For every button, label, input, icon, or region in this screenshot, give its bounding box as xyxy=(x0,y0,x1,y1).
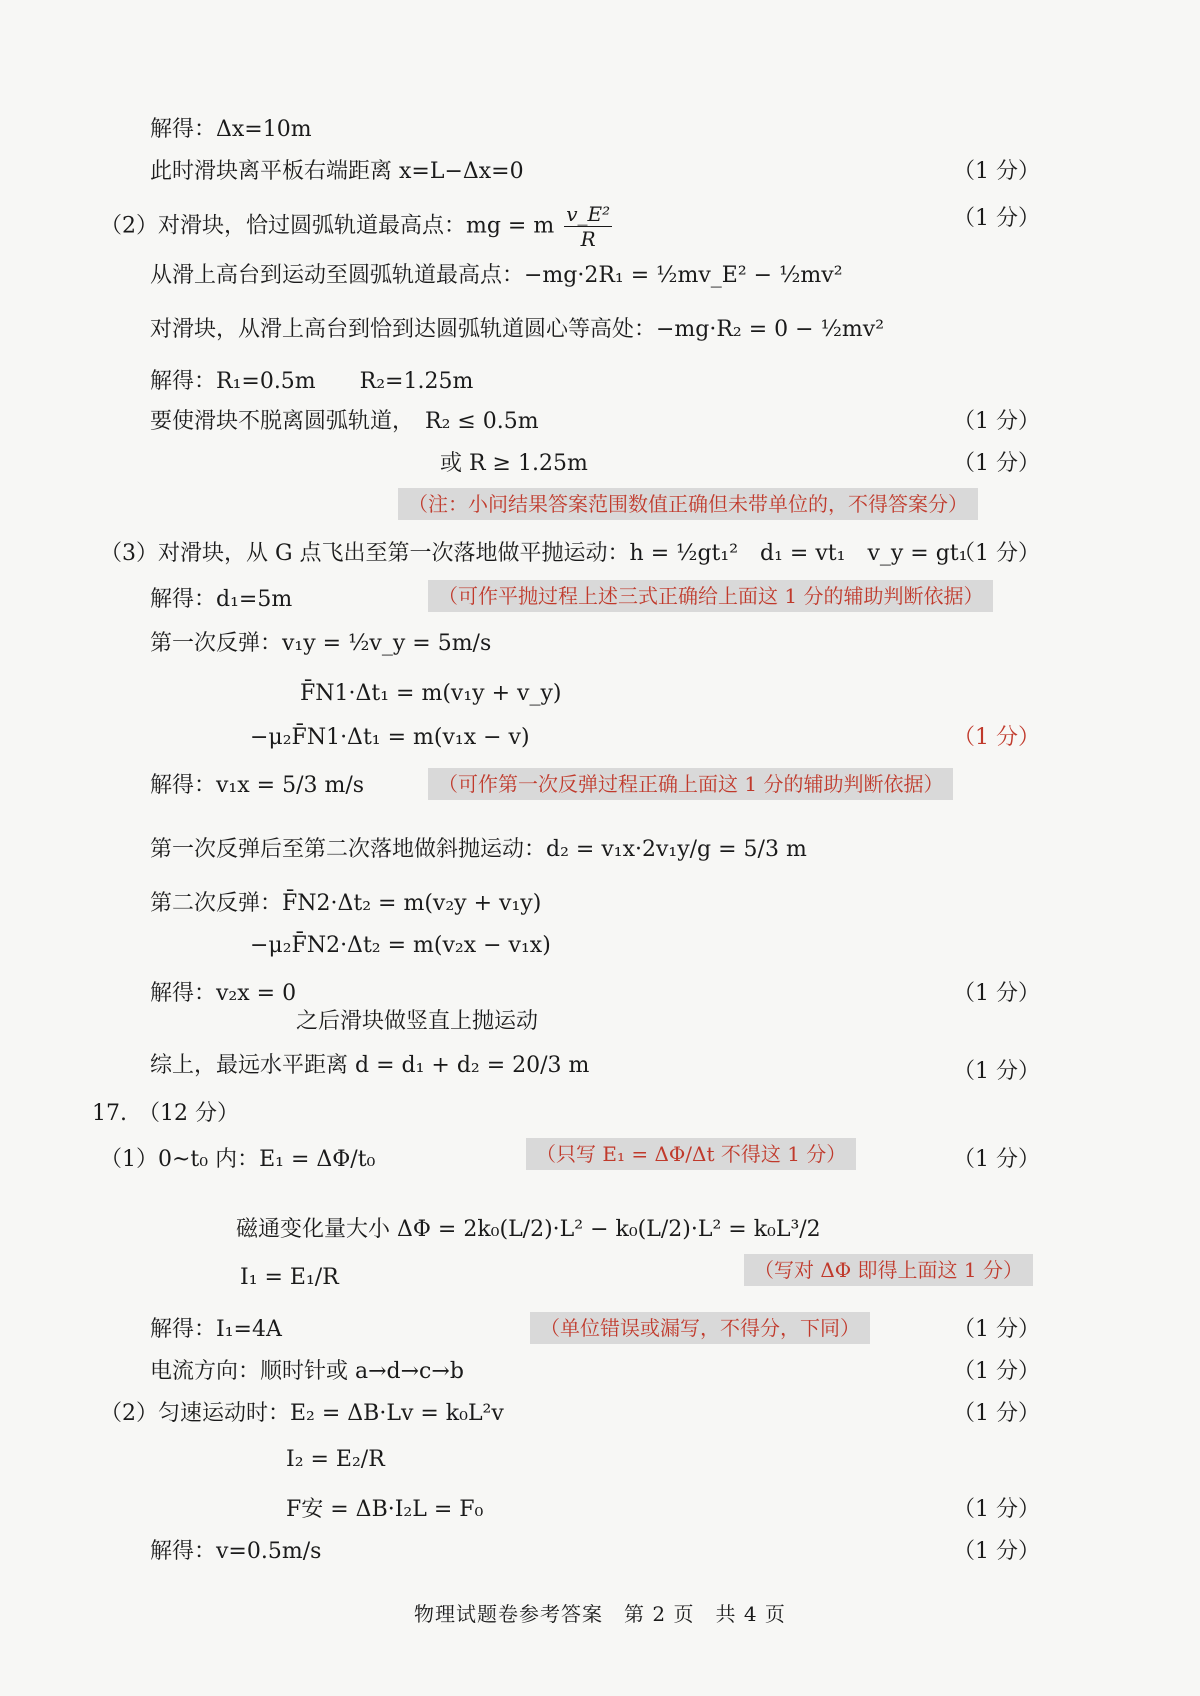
line-first-bounce: 第一次反弹：v₁y = ½v_y = 5m/s xyxy=(150,631,492,656)
page-footer: 物理试题卷参考答案 第 2 页 共 4 页 xyxy=(414,1602,786,1626)
line-solve-dx: 解得：Δx=10m xyxy=(150,117,312,142)
fraction xyxy=(564,202,612,251)
line-solve-r: 解得：R₁=0.5m R₂=1.25m xyxy=(150,369,474,394)
text: （2）对滑块，恰过圆弧轨道最高点：mg = m xyxy=(100,213,555,239)
note-unit-required: （注：小问结果答案范围数值正确但未带单位的，不得答案分） xyxy=(398,488,978,520)
line-vertical-throw: 之后滑块做竖直上抛运动 xyxy=(296,1009,539,1034)
score-mark: （1 分） xyxy=(953,981,1040,1006)
score-mark: （1 分） xyxy=(953,206,1040,231)
line-impulse-friction-2: −μ₂F̄N2·Δt₂ = m(v₂x − v₁x) xyxy=(250,933,551,958)
score-mark: （1 分） xyxy=(953,1317,1040,1342)
line-uniform-motion-e2: （2）匀速运动时：E₂ = ΔB·Lv = k₀L²v xyxy=(100,1401,504,1426)
line-emf-e1: （1）0~t₀ 内：E₁ = ΔΦ/t₀ xyxy=(100,1147,376,1172)
score-mark: （1 分） xyxy=(953,1059,1040,1084)
line-current-i2: I₂ = E₂/R xyxy=(286,1447,385,1472)
line-impulse-normal-1: F̄N1·Δt₁ = m(v₁y + v_y) xyxy=(300,681,562,706)
denominator: R xyxy=(580,227,596,251)
score-mark: （1 分） xyxy=(953,159,1040,184)
line-solve-i1: 解得：I₁=4A xyxy=(150,1317,282,1342)
line-solve-v2x: 解得：v₂x = 0 xyxy=(150,981,297,1006)
line-current-i1: I₁ = E₁/R xyxy=(240,1265,339,1290)
line-condition-r: 或 R ≥ 1.25m xyxy=(440,451,588,476)
line-distance-right-end: 此时滑块离平板右端距离 x=L−Δx=0 xyxy=(150,159,524,184)
line-solve-v: 解得：v=0.5m/s xyxy=(150,1539,322,1564)
note-projectile-basis: （可作平抛过程上述三式正确给上面这 1 分的辅助判断依据） xyxy=(428,580,993,612)
score-mark: （1 分） xyxy=(953,1497,1040,1522)
score-mark: （1 分） xyxy=(953,1359,1040,1384)
line-oblique-throw: 第一次反弹后至第二次落地做斜抛运动：d₂ = v₁x·2v₁y/g = 5/3 m xyxy=(150,837,807,862)
note-unit-error: （单位错误或漏写，不得分，下同） xyxy=(530,1312,870,1344)
line-energy-top: 从滑上高台到运动至圆弧轨道最高点：−mg·2R₁ = ½mv_E² − ½mv² xyxy=(150,263,843,288)
line-solve-v1x: 解得：v₁x = 5/3 m/s xyxy=(150,773,365,798)
line-flux-change: 磁通变化量大小 ΔΦ = 2k₀(L/2)·L² − k₀(L/2)·L² = k₀L³/2 xyxy=(236,1217,821,1242)
line-energy-center-height: 对滑块，从滑上高台到恰到达圆弧轨道圆心等高处：−mg·R₂ = 0 − ½mv² xyxy=(150,317,885,342)
line-impulse-friction-1: −μ₂F̄N1·Δt₁ = m(v₁x − v) xyxy=(250,725,530,750)
line-part3-projectile: （3）对滑块，从 G 点飞出至第一次落地做平抛运动：h = ½gt₁² d₁ = vt₁ v_y = gt₁ xyxy=(100,541,968,566)
note-first-bounce-basis: （可作第一次反弹过程正确上面这 1 分的辅助判断依据） xyxy=(428,768,953,800)
line-second-bounce: 第二次反弹：F̄N2·Δt₂ = m(v₂y + v₁y) xyxy=(150,891,542,916)
score-mark: （1 分） xyxy=(953,541,1040,566)
line-part2-top-point xyxy=(100,202,615,251)
score-mark: （1 分） xyxy=(953,1147,1040,1172)
line-ampere-force: F安 = ΔB·I₂L = F₀ xyxy=(286,1497,484,1522)
score-mark: （1 分） xyxy=(953,451,1040,476)
line-solve-d1: 解得：d₁=5m xyxy=(150,587,293,612)
note-flux-correct: （写对 ΔΦ 即得上面这 1 分） xyxy=(744,1254,1033,1286)
note-e1-warning: （只写 E₁ = ΔΦ/Δt 不得这 1 分） xyxy=(526,1138,856,1170)
line-condition-r2: 要使滑块不脱离圆弧轨道， R₂ ≤ 0.5m xyxy=(150,409,539,434)
line-max-distance: 综上，最远水平距离 d = d₁ + d₂ = 20/3 m xyxy=(150,1053,590,1078)
score-mark: （1 分） xyxy=(953,1401,1040,1426)
score-mark: （1 分） xyxy=(953,409,1040,434)
line-question-17: 17. （12 分） xyxy=(92,1101,239,1126)
line-current-direction: 电流方向：顺时针或 a→d→c→b xyxy=(150,1359,464,1384)
score-mark: （1 分） xyxy=(953,1539,1040,1564)
numerator: v_E² xyxy=(566,202,611,226)
score-mark-red: （1 分） xyxy=(953,725,1040,750)
